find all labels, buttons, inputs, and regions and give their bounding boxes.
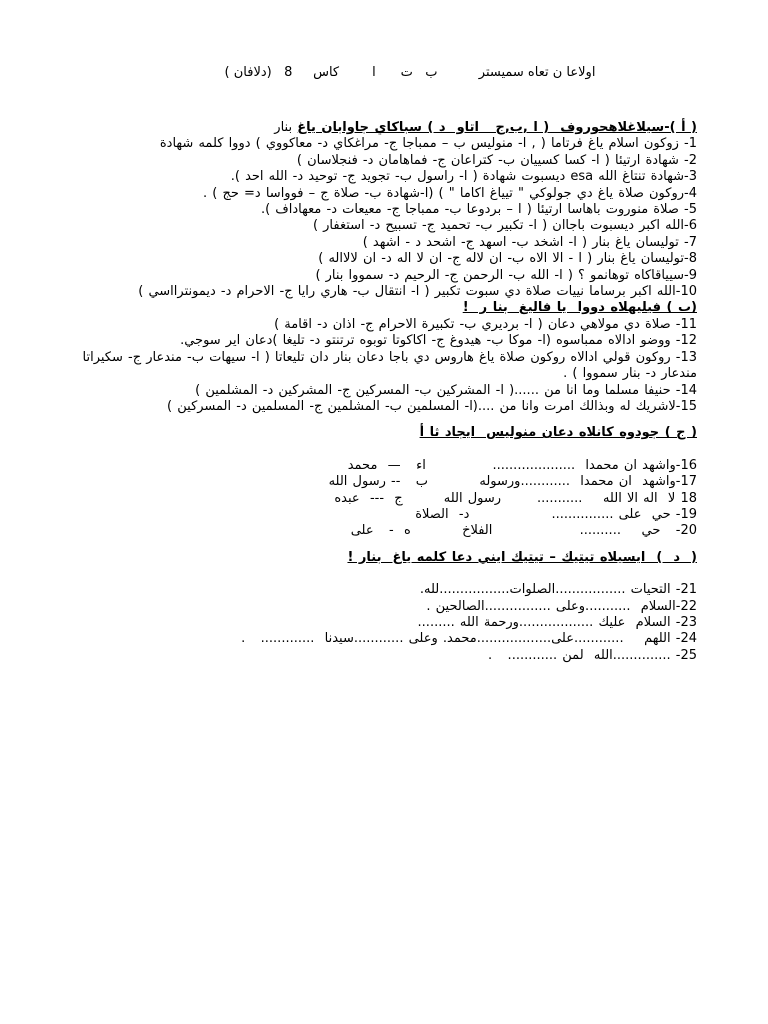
question-4: 4-روكون صلاة ياغ دي جولوكي " تيياغ اكاما " ) (ا-شهادة ب- صلاة ج – فوواسا د= حج ) . bbox=[203, 185, 697, 201]
worksheet-body bbox=[75, 120, 697, 664]
match-item-16: 16-واشهد ان محمدا .................... اء — محمد bbox=[347, 457, 697, 473]
question-1: 1- زوكون اسلام ياغ فرتاما ( , ا- منوليس ب – ممباجا ج- مراغكاي د- معاكووي ) دووا كلمه شهادة bbox=[159, 136, 697, 152]
fill-item-25: 25- ..............الله لمن ............ . bbox=[488, 647, 697, 663]
match-item-20: 20- حي .......... الفلاخ ه - على bbox=[350, 523, 697, 539]
match-item-18: 18 لا اله الا الله ........... رسول الله ج --- عبده bbox=[334, 490, 697, 506]
question-3: 3-شهادة تنتاغ الله esa ديسبوت شهادة ( ا- راسول ب- تجويد ج- توحيد د- الله احد ). bbox=[230, 169, 697, 185]
question-8: 8-توليسان ياغ بنار ( ا - الا الاه ب- ان لاله ج- ان لا اله د- ان لالااله ) bbox=[318, 251, 697, 267]
match-item-19: 19- حي على ............... د- الصلاة bbox=[415, 506, 697, 522]
question-7: 7- توليسان ياغ بنار ( ا- اشخد ب- اسهد ج- اشحد د - اشهد ) bbox=[362, 234, 697, 250]
section-a-heading-text: ( أ )-سيلاغلاهحوروف ( ا ,ب,ج اتاو د ) سباكاي جاوابان ياغ bbox=[297, 120, 697, 135]
question-2: 2- شهادة ارتيئا ( ا- كسا كسييان ب- كتراعان ج- فماهامان د- فنجلاسان ) bbox=[296, 152, 697, 168]
question-11: 11- صلاة دي مولاهي دعان ( ا- برديري ب- تكبيرة الاحرام ج- اذان د- اقامة ) bbox=[274, 316, 697, 332]
question-5: 5- صلاة منوروت باهاسا ارتيئا ( ا – بردوعا ب- ممباجا ج- معيعات د- معهاداف ). bbox=[260, 202, 697, 218]
question-14: 14- حنيفا مسلما وما انا من ......( ا- المشركين ب- المسركين ج- المشركين د- المشلمين ) bbox=[195, 382, 697, 398]
question-13: 13- روكون قولي ادالاه روكون صلاة ياغ هاروس دي باجا دعان بنار دان تليعاتا ( ا- سيهات ب- مندعار ج- سكيراتا مندعار د- بنار سمووا ) . bbox=[82, 349, 697, 382]
question-6: 6-الله اكبر ديسبوت باجاان ( ا- تكبير ب- تحميد ج- تسبيح د- استغفار ) bbox=[312, 218, 697, 234]
section-c-heading bbox=[75, 425, 697, 441]
section-a-heading-tail: بنار bbox=[274, 120, 298, 135]
section-c-heading-text: ( ج ) جودوه كانلاه دعان منوليس ايجاد ثا أ bbox=[419, 425, 697, 441]
fill-item-22: 22-السلام ...........وعلى ................الصالحين . bbox=[426, 598, 697, 614]
match-item-17: 17-واشهد ان محمدا ............ورسوله ب -- رسول الله bbox=[328, 474, 697, 490]
section-b-heading bbox=[75, 300, 697, 316]
section-b-heading-text: (ب ) فيليهلاه دووا يا فاليغ بنا ر ! bbox=[462, 300, 697, 316]
worksheet-title: اولاعا ن تعاه سميستر ب ت ا كاس 8 (دلافان ) bbox=[224, 65, 596, 80]
question-10: 10-الله اكبر برساما نييات صلاة دي سبوت تكبير ( ا- انتقال ب- هاري رايا ج- الاحرام د- ديمونترااسي ) bbox=[138, 284, 697, 300]
question-9: 9-سيياقاكاه توهانمو ؟ ( ا- الله ب- الرحمن ج- الرحيم د- سمووا بنار ) bbox=[315, 267, 697, 283]
section-a-heading bbox=[75, 120, 697, 136]
question-12: 12- ووضو ادالاه ممباسوه (ا- موكا ب- هيدوغ ج- اكاكوتا توبوه ترتنتو د- تليغا )دعان اير سوجي. bbox=[180, 333, 697, 349]
fill-item-21: 21- التحيات .................الصلوات.................لله. bbox=[419, 582, 697, 598]
section-d-heading-text: ( د ) ايسيلاه تيتيك – تيتيك ايني دعا كلمه ياغ بنار ! bbox=[347, 549, 697, 565]
question-15: 15-لاشريك له وبذالك امرت وانا من ....(ا- المسلمين ب- المشلمين ج- المسلمين د- المسركين ) bbox=[167, 398, 697, 414]
fill-item-24: 24- اللهم ............على..................محمد. وعلى ............سيدنا ............. . bbox=[241, 631, 697, 647]
fill-item-23: 23- السلام عليك ..................ورحمة الله ......... bbox=[417, 614, 697, 630]
section-d-heading bbox=[75, 550, 697, 566]
